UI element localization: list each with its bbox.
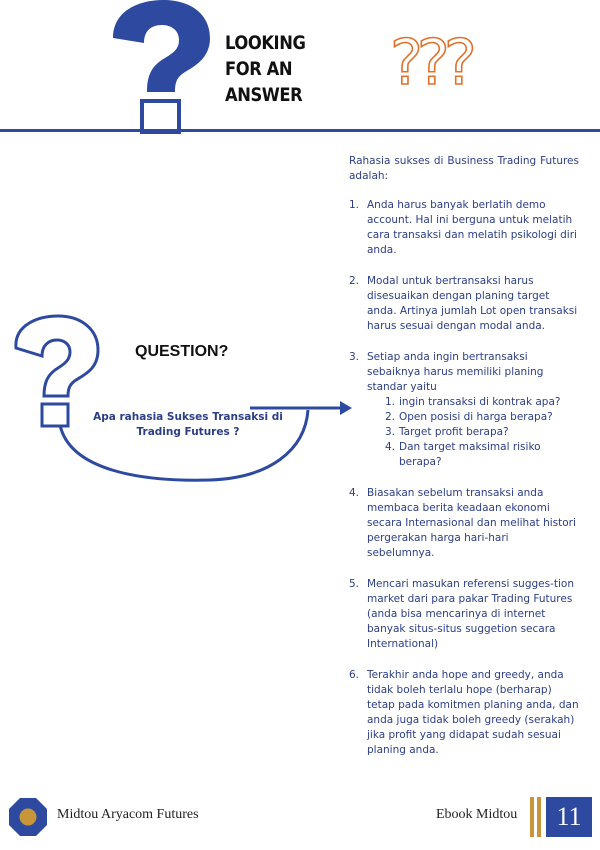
sub-list-number: 2. [385,411,396,423]
sub-list-text: Target profit berapa? [399,426,509,438]
footer-bars-decoration [529,797,543,837]
footer-ebook-title: Ebook Midtou [436,807,518,822]
big-question-mark-icon [105,0,215,135]
sub-list-text: Dan target maksimal risiko berapa? [399,441,541,468]
sub-list-number: 4. [385,441,396,453]
header-title-line-3: ANSWER [225,84,303,106]
sub-list-number: 3. [385,426,396,438]
list-item-number: 4. [349,487,360,499]
list-item [349,198,579,258]
list-item-number: 6. [349,669,360,681]
list-item-number: 1. [349,199,360,211]
header-divider [0,129,600,132]
answer-list [349,198,579,758]
sub-list [367,395,579,470]
question-label: QUESTION? [135,343,229,360]
footer-company-name: Midtou Aryacom Futures [57,807,199,822]
list-item [349,486,579,561]
question-diagram [0,300,360,500]
list-item-text: Setiap anda ingin bertransaksi sebaiknya harus memiliki planing standar yaitu [367,351,544,393]
orange-question-marks [390,30,520,90]
header-title-line-1: LOOKING [225,32,306,54]
orange-question-marks-text: ??? [390,30,471,90]
header-title [225,30,328,108]
list-item-text: Modal untuk bertransaksi harus disesuaikan dengan planing target anda. Artinya jumlah Lot open transaksi harus sesuai dengan modal anda. [367,275,578,332]
sub-list-item [385,410,579,425]
header-title-line-2: FOR AN [225,58,293,80]
outline-question-mark-dot [42,404,68,426]
sub-list-text: Open posisi di harga berapa? [399,411,553,423]
question-text: Apa rahasia Sukses Transaksi di Trading Futures ? [93,411,283,438]
sub-list-text: ingin transaksi di kontrak apa? [399,396,561,408]
intro-text: Rahasia sukses di Business Trading Futures adalah: [349,155,579,182]
sub-list-number: 1. [385,396,396,408]
list-item-number: 3. [349,351,360,363]
company-logo-icon [8,797,48,837]
sub-list-item [385,440,579,470]
answer-column [349,154,579,774]
list-item-text: Terakhir anda hope and greedy, anda tidak boleh terlalu hope (berharap) tetap pada komitmen planing anda, dan anda juga tidak boleh greedy (serakah) jika profit yang didapat sudah sesuai planing anda. [367,669,579,756]
list-item-text: Anda harus banyak berlatih demo account. Hal ini berguna untuk melatih cara transaksi dan melatih psikologi diri anda. [367,199,577,256]
list-item [349,577,579,652]
list-item-text: Biasakan sebelum transaksi anda membaca berita keadaan ekonomi secara Internasional dan melihat histori pergerakan harga hari-hari sebelumnya. [367,487,576,559]
sub-list-item [385,425,579,440]
outline-question-mark-icon [16,316,98,396]
list-item-number: 2. [349,275,360,287]
list-item [349,274,579,334]
list-item-text: Mencari masukan referensi sugges-tion market dari para pakar Trading Futures (anda bisa mencarinya di internet banyak situs-situs suggetion secara International) [367,578,574,650]
list-item-number: 5. [349,578,360,590]
list-item [349,668,579,758]
page-number: 11 [546,797,592,837]
sub-list-item [385,395,579,410]
list-item [349,350,579,470]
